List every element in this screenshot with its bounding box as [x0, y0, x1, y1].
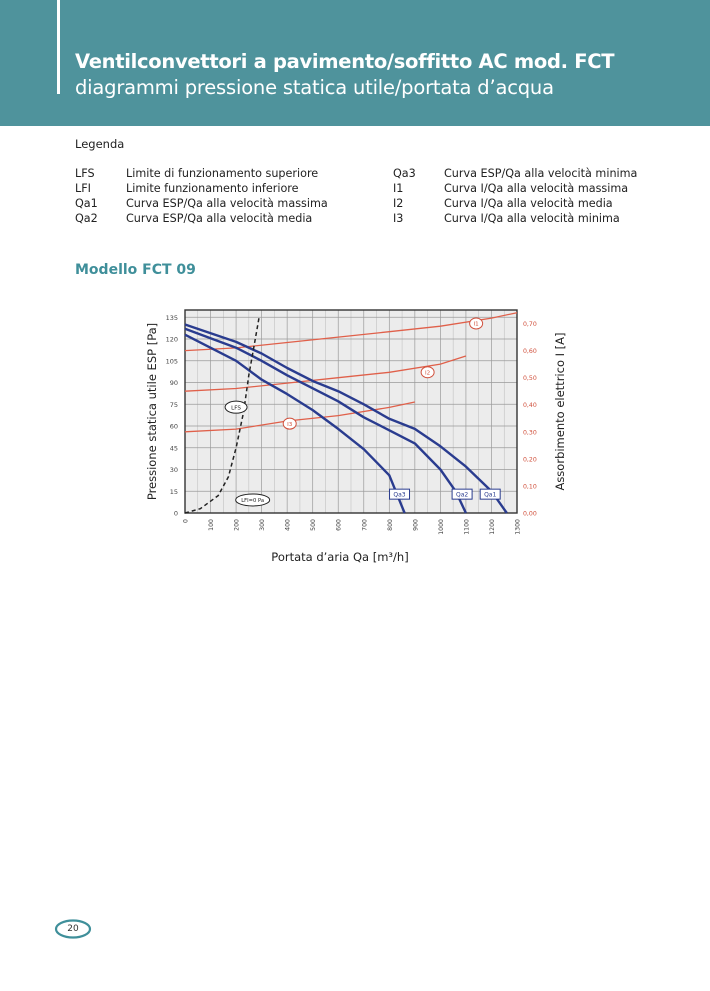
y2-tick-label: 0,30 [523, 429, 537, 437]
x-tick-label: 100 [208, 519, 216, 531]
header-banner [0, 0, 710, 126]
y-axis-label: Pressione statica utile ESP [Pa] [145, 322, 159, 501]
x-tick-label: 700 [361, 519, 369, 531]
x-tick-label: 200 [233, 519, 241, 531]
y2-tick-label: 0,50 [523, 375, 537, 383]
legend-text: Limite di funzionamento superiore [126, 167, 319, 180]
legend-text: Curva ESP/Qa alla velocità massima [126, 197, 328, 210]
qa1-label: Qa1 [484, 491, 497, 499]
model-title: Modello FCT 09 [75, 262, 196, 278]
x-tick-label: 1100 [463, 519, 471, 535]
x-tick-label: 500 [310, 519, 318, 531]
legend-code: LFI [75, 182, 91, 195]
legend-text: Curva I/Qa alla velocità massima [444, 182, 629, 195]
y2-tick-label: 0,40 [523, 402, 537, 410]
legend-item [393, 196, 693, 211]
y-tick-label: 75 [169, 400, 178, 409]
y2-tick-label: 0,00 [523, 510, 537, 518]
lfs-label: LFS [231, 405, 241, 412]
x-tick-label: 1000 [437, 519, 445, 535]
legend-code: Qa2 [75, 212, 98, 225]
y-tick-label: 105 [165, 357, 178, 366]
x-tick-label: 400 [284, 519, 292, 531]
legend-code: I2 [393, 197, 404, 210]
legend-item [75, 166, 375, 181]
legend-code: Qa3 [393, 167, 416, 180]
x-tick-label: 600 [335, 519, 343, 531]
page-subtitle: diagrammi pressione statica utile/portata d’acqua [75, 76, 554, 99]
legend-text: Curva I/Qa alla velocità minima [444, 212, 620, 225]
legend-left-column [75, 166, 375, 226]
page-number: 20 [67, 924, 79, 934]
lfi-label: LFI=0 Pa [241, 498, 265, 505]
y-tick-label: 45 [169, 444, 178, 453]
x-axis-label: Portata d’aria Qa [m³/h] [271, 550, 409, 564]
header-accent-rule [57, 0, 60, 94]
i3-label: I3 [287, 421, 293, 428]
legend-text: Curva I/Qa alla velocità media [444, 197, 613, 210]
x-tick-label: 1300 [514, 519, 522, 535]
x-tick-label: 0 [182, 519, 190, 523]
y2-tick-label: 0,70 [523, 321, 537, 329]
y2-tick-label: 0,10 [523, 483, 537, 491]
legend-item [393, 166, 693, 181]
y2-axis-label: Assorbimento elettrico I [A] [553, 332, 567, 491]
y-tick-label: 60 [169, 422, 178, 431]
y-tick-label: 30 [169, 466, 178, 474]
x-tick-label: 900 [412, 519, 420, 531]
y-tick-label: 135 [165, 313, 178, 322]
legend-text: Curva ESP/Qa alla velocità media [126, 212, 313, 225]
page-title: Ventilconvettori a pavimento/soffitto AC mod. FCT [75, 50, 615, 73]
x-tick-label: 800 [386, 519, 394, 531]
x-tick-label: 1200 [488, 519, 496, 535]
y2-tick-label: 0,20 [523, 456, 537, 464]
legend-code: LFS [75, 167, 95, 180]
legend-item [393, 211, 693, 226]
legend-code: Qa1 [75, 197, 98, 210]
legend-title: Legenda [75, 137, 125, 151]
y-tick-label: 120 [165, 335, 178, 344]
y-tick-label: 15 [169, 487, 178, 496]
x-tick-label: 300 [259, 519, 267, 531]
legend-item [393, 181, 693, 196]
legend-text: Curva ESP/Qa alla velocità minima [444, 167, 638, 180]
legend-item [75, 196, 375, 211]
i1-label: I1 [473, 321, 479, 328]
qa3-label: Qa3 [393, 491, 406, 499]
legend-item [75, 211, 375, 226]
legend-code: I1 [393, 182, 404, 195]
y-tick-label: 0 [173, 509, 178, 518]
legend-item [75, 181, 375, 196]
esp-flow-chart [140, 300, 580, 570]
legend-code: I3 [393, 212, 404, 225]
y2-tick-label: 0,60 [523, 348, 537, 356]
legend-right-column [393, 166, 693, 226]
qa2-label: Qa2 [455, 491, 469, 499]
i2-label: I2 [425, 370, 431, 377]
legend-text: Limite funzionamento inferiore [126, 182, 299, 195]
y-tick-label: 90 [169, 379, 178, 387]
